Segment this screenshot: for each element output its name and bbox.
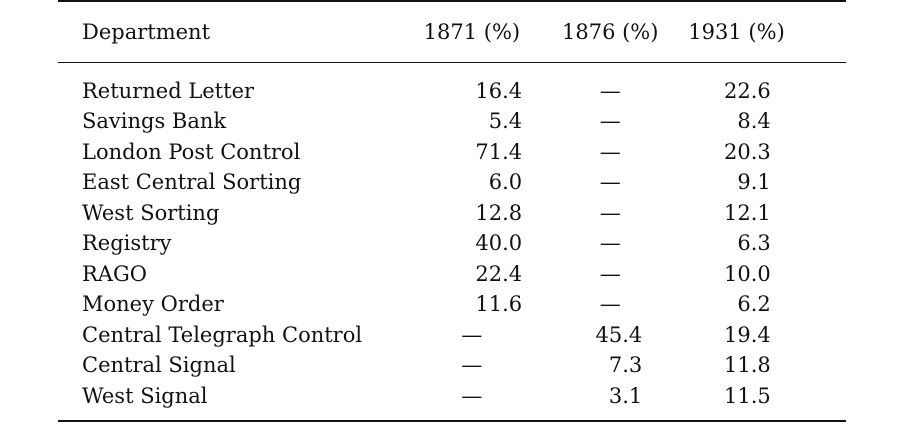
cell-value-1876: — (599, 261, 621, 286)
cell-value-1871: — (461, 322, 483, 347)
cell-value-1871: 6.0 (488, 170, 523, 195)
table-header (58, 1, 846, 63)
table-row (58, 107, 846, 138)
table-row (58, 137, 846, 168)
header-row (58, 1, 846, 63)
cell-value-1876: — (599, 231, 621, 256)
table-row (58, 381, 846, 421)
cell-spacer (799, 198, 846, 229)
cell-value-1931: 6.2 (737, 292, 771, 317)
data-table-container (58, 0, 846, 422)
table-body (58, 63, 846, 421)
cell-value-1931: 6.3 (737, 231, 771, 256)
header-1931: 1931 (%) (688, 19, 785, 44)
table-row (58, 198, 846, 229)
cell-spacer (799, 320, 846, 351)
header-1871: 1871 (%) (423, 19, 521, 44)
cell-spacer (799, 63, 846, 107)
table-row (58, 290, 846, 321)
cell-spacer (799, 168, 846, 199)
cell-value-1931: 22.6 (724, 78, 771, 103)
cell-department: West Sorting (82, 200, 220, 225)
cell-value-1876: — (599, 139, 621, 164)
cell-value-1876: — (599, 170, 621, 195)
table-row (58, 259, 846, 290)
cell-department: West Signal (82, 383, 208, 408)
table-row (58, 229, 846, 260)
cell-spacer (799, 229, 846, 260)
cell-spacer (799, 137, 846, 168)
cell-value-1871: 16.4 (475, 78, 523, 103)
cell-value-1876: — (599, 109, 621, 134)
cell-spacer (799, 107, 846, 138)
table-row (58, 351, 846, 382)
cell-department: Central Signal (82, 353, 236, 378)
cell-department: RAGO (82, 261, 147, 286)
header-spacer (799, 1, 846, 63)
table-row (58, 320, 846, 351)
cell-value-1931: 9.1 (737, 170, 771, 195)
cell-department: Savings Bank (82, 109, 227, 134)
cell-value-1931: 8.4 (737, 109, 771, 134)
cell-value-1876: — (599, 200, 621, 225)
cell-value-1931: 11.8 (724, 353, 771, 378)
cell-value-1871: — (461, 353, 483, 378)
cell-value-1931: 20.3 (724, 139, 771, 164)
cell-value-1871: 5.4 (488, 109, 523, 134)
header-department: Department (82, 19, 211, 44)
cell-department: Central Telegraph Control (82, 322, 363, 347)
cell-department: London Post Control (82, 139, 301, 164)
cell-value-1871: 40.0 (475, 231, 523, 256)
cell-value-1931: 12.1 (724, 200, 771, 225)
cell-value-1931: 19.4 (724, 322, 771, 347)
cell-value-1876: — (599, 292, 621, 317)
cell-value-1871: 11.6 (475, 292, 523, 317)
cell-department: Registry (82, 231, 172, 256)
cell-department: East Central Sorting (82, 170, 302, 195)
table-row (58, 63, 846, 107)
table-row (58, 168, 846, 199)
cell-value-1931: 10.0 (724, 261, 771, 286)
cell-value-1871: 71.4 (475, 139, 523, 164)
cell-spacer (799, 290, 846, 321)
cell-value-1876: 45.4 (595, 322, 643, 347)
cell-department: Returned Letter (82, 78, 255, 103)
cell-value-1931: 11.5 (724, 383, 771, 408)
cell-spacer (799, 351, 846, 382)
cell-value-1871: 12.8 (475, 200, 523, 225)
header-1876: 1876 (%) (561, 19, 659, 44)
department-percentage-table (58, 0, 846, 422)
cell-value-1876: 3.1 (608, 383, 643, 408)
cell-spacer (799, 259, 846, 290)
cell-department: Money Order (82, 292, 224, 317)
cell-value-1871: — (461, 383, 483, 408)
cell-spacer (799, 381, 846, 421)
cell-value-1876: — (599, 78, 621, 103)
cell-value-1876: 7.3 (608, 353, 643, 378)
cell-value-1871: 22.4 (475, 261, 523, 286)
